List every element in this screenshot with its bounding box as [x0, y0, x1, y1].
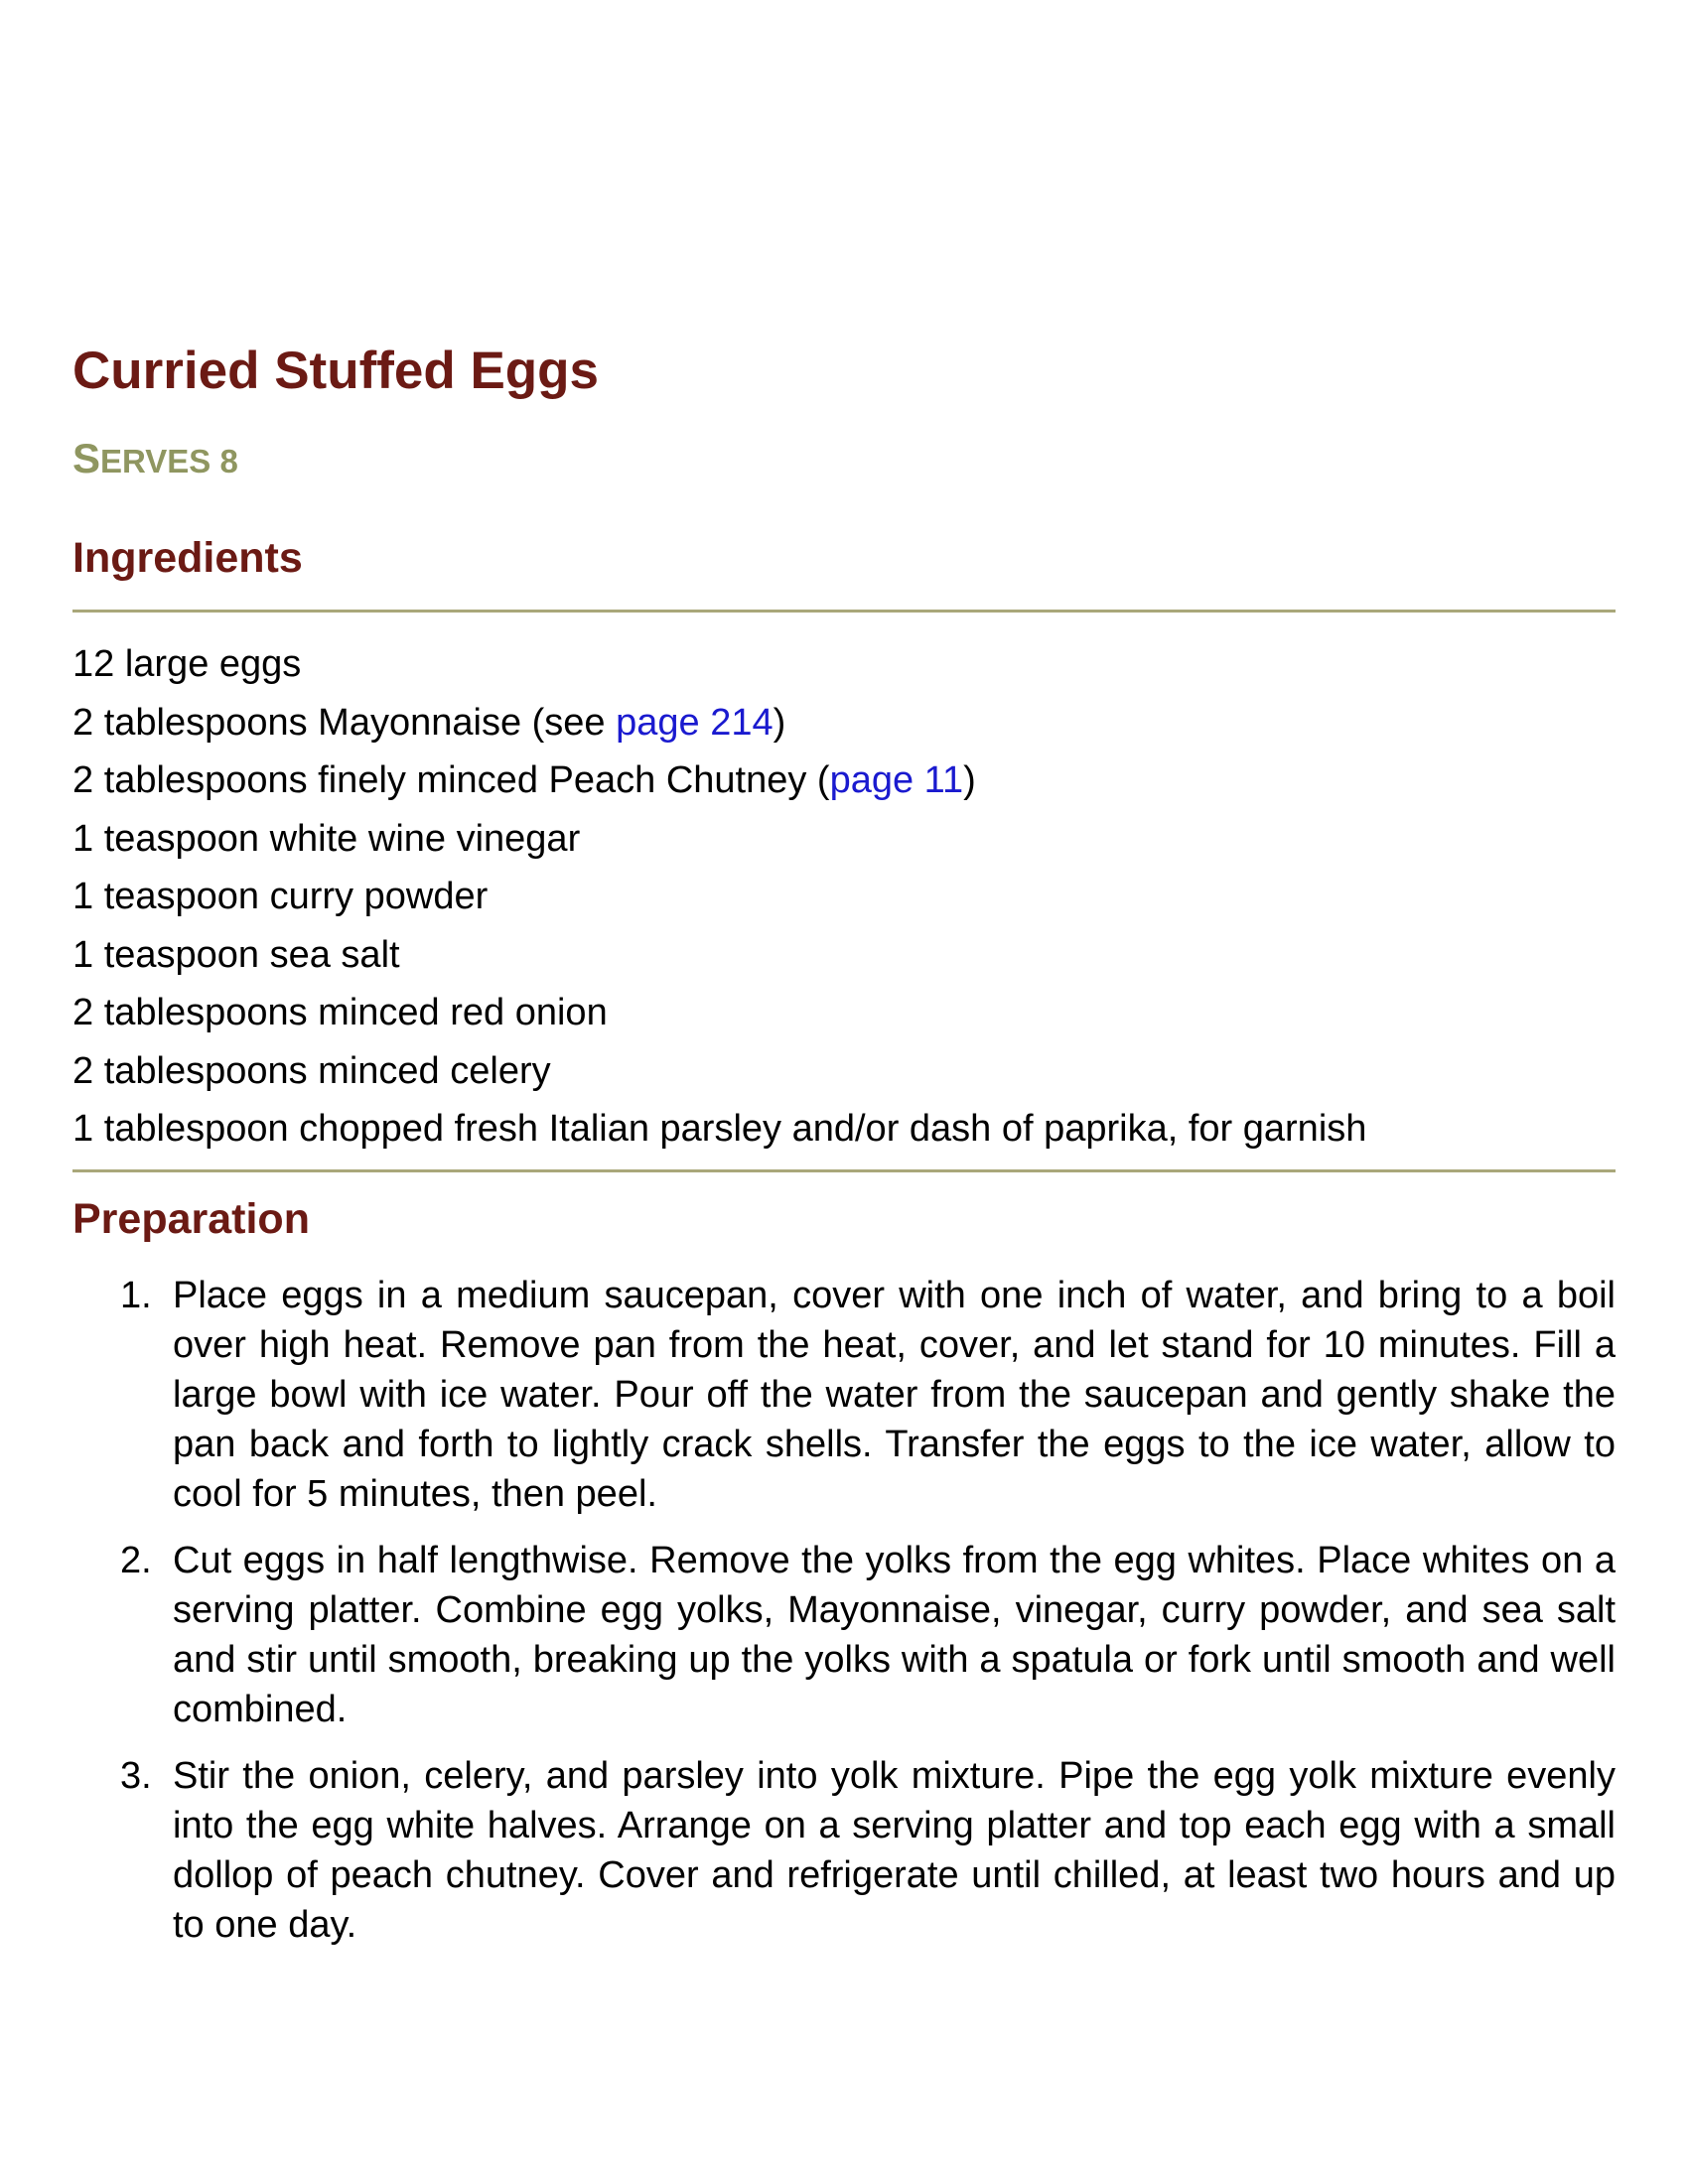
ingredient-item: 1 tablespoon chopped fresh Italian parsley and/or dash of paprika, for garnish	[72, 1108, 1367, 1150]
ingredient-item: 1 teaspoon white wine vinegar	[72, 817, 581, 860]
ingredient-text: )	[963, 759, 976, 801]
preparation-step	[120, 1751, 1616, 1950]
serves-initial: S	[72, 435, 101, 481]
preparation-steps	[120, 1271, 1616, 1967]
ingredients-top-divider	[72, 610, 1616, 613]
step-number: 3.	[120, 1755, 152, 1797]
step-text: Stir the onion, celery, and parsley into yolk mixture. Pipe the egg yolk mixture evenly into the egg white halves. Arrange on a serving platter and top each egg with a small dollop of peach chutney. Cover and refrigerate until chilled, at least two hours and up to one day.	[173, 1755, 1616, 1946]
step-text: Place eggs in a medium saucepan, cover with one inch of water, and bring to a boil over high heat. Remove pan from the heat, cover, and let stand for 10 minutes. Fill a large bowl with ice water. Pour off the water from the saucepan and gently shake the pan back and forth to lightly crack shells. Transfer the eggs to the ice water, allow to cool for 5 minutes, then peel.	[173, 1275, 1616, 1515]
serves-label	[72, 434, 238, 483]
recipe-title: Curried Stuffed Eggs	[72, 341, 600, 400]
page-214-link[interactable]: page 214	[616, 701, 774, 744]
ingredient-text: 2 tablespoons finely minced Peach Chutney (	[72, 759, 830, 801]
ingredient-text: 2 tablespoons Mayonnaise (see	[72, 701, 617, 744]
ingredient-item: 1 teaspoon curry powder	[72, 876, 489, 917]
preparation-heading: Preparation	[72, 1195, 310, 1243]
step-number: 1.	[120, 1275, 152, 1316]
ingredient-text: )	[773, 701, 786, 744]
ingredient-item	[72, 694, 1366, 752]
step-number: 2.	[120, 1540, 152, 1581]
ingredient-item: 1 teaspoon sea salt	[72, 933, 400, 976]
ingredient-list	[72, 635, 1366, 1159]
preparation-step	[120, 1271, 1616, 1519]
ingredient-item: 12 large eggs	[72, 643, 302, 685]
ingredient-item: 2 tablespoons minced celery	[72, 1049, 551, 1092]
ingredients-bottom-divider	[72, 1169, 1616, 1172]
ingredient-item	[72, 751, 1366, 810]
page-11-link[interactable]: page 11	[829, 759, 964, 801]
step-text: Cut eggs in half lengthwise. Remove the yolks from the egg whites. Place whites on a serving platter. Combine egg yolks, Mayonnaise, vinegar, curry powder, and sea salt and stir until smooth, breaking up the yolks with a spatula or fork until smooth and well combined.	[173, 1540, 1616, 1730]
serves-text: ERVES 8	[100, 443, 238, 479]
ingredients-heading: Ingredients	[72, 534, 303, 582]
ingredient-item: 2 tablespoons minced red onion	[72, 992, 608, 1033]
preparation-step	[120, 1536, 1616, 1734]
